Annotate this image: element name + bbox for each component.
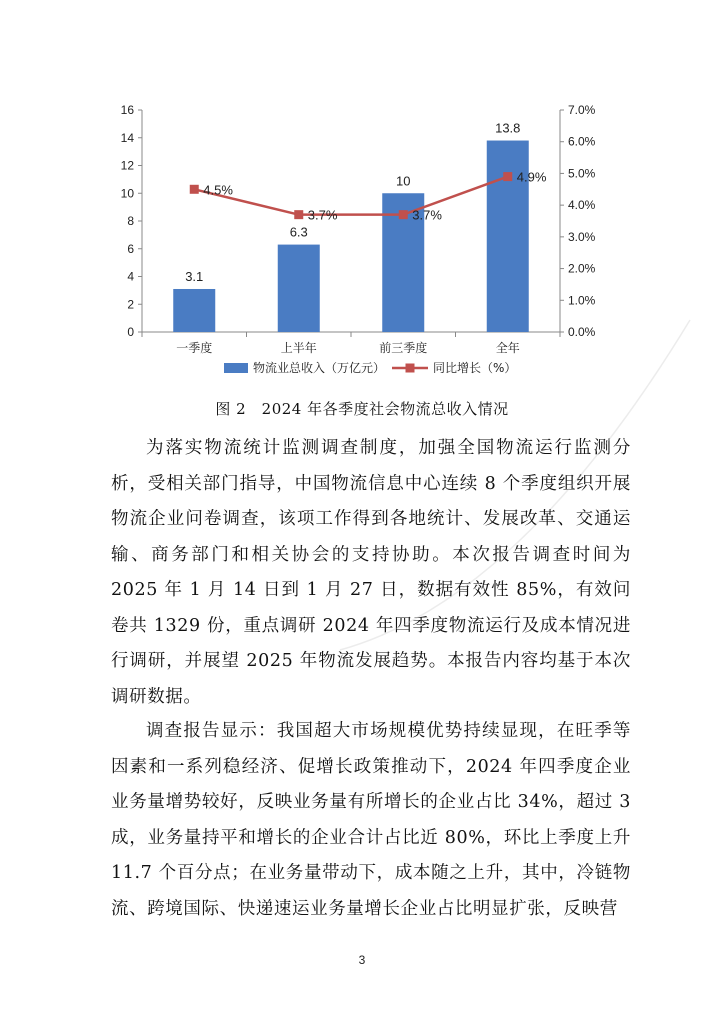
x-category-label: 上半年 — [280, 341, 317, 355]
y-left-tick-label: 14 — [120, 130, 134, 145]
growth-point — [190, 185, 199, 194]
y-right-tick-label: 1.0% — [568, 293, 596, 308]
y-right-tick-label: 3.0% — [568, 229, 596, 244]
y-left-tick-label: 2 — [127, 297, 134, 312]
y-left-tick-label: 16 — [120, 103, 134, 117]
growth-point-label: 3.7% — [307, 207, 338, 223]
revenue-bar-label: 13.8 — [495, 120, 521, 136]
y-right-tick-label: 7.0% — [568, 103, 596, 117]
figure-caption: 图 2 2024 年各季度社会物流总收入情况 — [215, 400, 509, 418]
revenue-bar-label: 3.1 — [185, 268, 204, 284]
y-right-tick-label: 2.0% — [568, 261, 596, 276]
growth-point-label: 4.9% — [516, 169, 547, 185]
y-left-tick-label: 0 — [127, 325, 134, 339]
legend-line-marker — [406, 364, 415, 373]
y-left-tick-label: 6 — [127, 241, 134, 256]
revenue-bar — [173, 289, 215, 332]
growth-point — [503, 172, 512, 181]
revenue-growth-chart — [0, 0, 724, 390]
paragraph-2: 调查报告显示：我国超大市场规模优势持续显现，在旺季等因素和一系列稳经济、促增长政策推动下，2024 年四季度企业业务量增势较好，反映业务量有所增长的企业占比 34%，超过 3 成，业务量持平和增长的企业合计占比近 80%，环比上季度上升 11.7 个百分点；在业务量带动下，成本随之上升，其中，冷链物流、跨境国际、快递速运业务量增长企业占比明显扩张，反映营 — [111, 721, 631, 919]
revenue-bar-label: 6.3 — [289, 224, 308, 240]
y-right-tick-label: 6.0% — [568, 134, 596, 149]
growth-point — [294, 210, 303, 219]
y-left-tick-label: 12 — [120, 158, 134, 173]
paragraph-1: 为落实物流统计监测调查制度，加强全国物流运行监测分析，受相关部门指导，中国物流信息中心连续 8 个季度组织开展物流企业问卷调查，该项工作得到各地统计、发展改革、交通运输、商务部门和相关协会的支持协助。本次报告调查时间为 2025 年 1 月 14 日到 1 月 27 日，数据有效性 85%，有效问卷共 1329 份，重点调研 2024 年四季度物流运行及成本情况进行调研，并展望 2025 年物流发展趋势。本报告内容均基于本次调研数据。 — [111, 438, 631, 707]
legend-bar-swatch — [224, 363, 248, 373]
y-right-tick-label: 4.0% — [568, 198, 596, 213]
growth-line — [194, 177, 508, 215]
y-left-tick-label: 10 — [120, 186, 134, 201]
growth-point-label: 3.7% — [412, 207, 442, 223]
x-category-label: 全年 — [495, 341, 520, 355]
revenue-bar-label: 10 — [396, 173, 411, 189]
legend-bar-label: 物流业总收入（万亿元） — [253, 361, 386, 375]
y-left-tick-label: 4 — [127, 269, 134, 284]
y-left-tick-label: 8 — [127, 214, 134, 228]
growth-point — [399, 210, 408, 219]
growth-point-label: 4.5% — [203, 182, 233, 198]
y-right-tick-label: 0.0% — [568, 325, 596, 339]
x-category-label: 一季度 — [176, 341, 213, 355]
legend-line-label: 同比增长（%） — [433, 361, 517, 375]
page-number: 3 — [358, 953, 366, 967]
x-category-label: 前三季度 — [379, 341, 428, 355]
revenue-bar — [278, 245, 320, 332]
y-right-tick-label: 5.0% — [568, 166, 596, 181]
